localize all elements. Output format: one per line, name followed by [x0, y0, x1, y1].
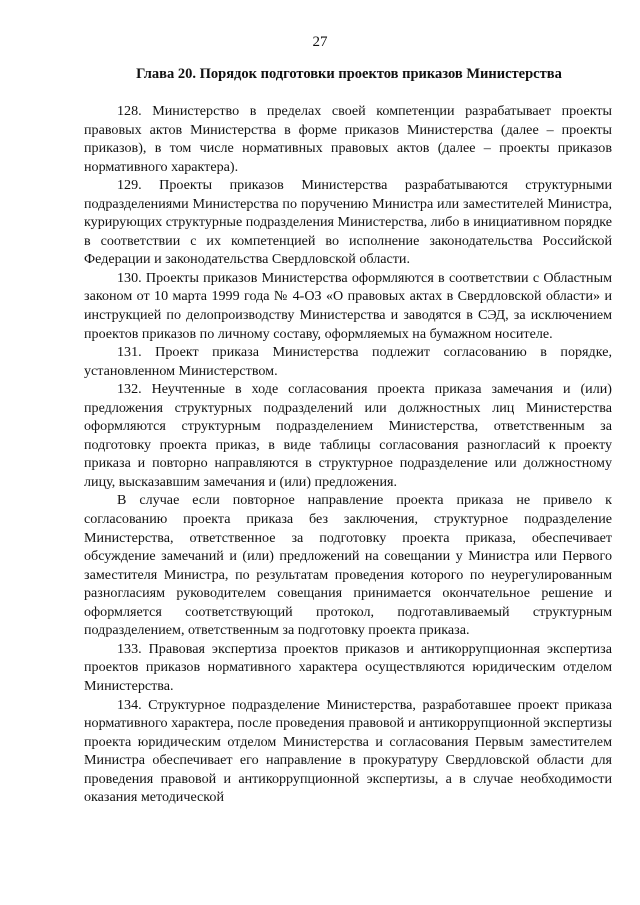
paragraph-133: 133. Правовая экспертиза проектов приказов и антикоррупционная экспертиза проектов приказов нормативного характера осуществляются юридическим отделом Министерства. [84, 640, 612, 694]
page-number: 27 [312, 34, 328, 50]
paragraph-129: 129. Проекты приказов Министерства разрабатываются структурными подразделениями Министерства по поручению Министра или заместителей Министра, курирующих структурные подразделения Министерства, либо в инициативном порядке в соответствии с их компетенцией во исполнение законодательства Российской Федерации и законодательства Свердловской области. [84, 177, 612, 268]
paragraph-134: 134. Структурное подразделение Министерства, разработавшее проект приказа нормативного характера, после проведения правовой и антикоррупционной экспертизы проекта юридическим отделом Министерства и согласования Первым заместителем Министра обеспечивает его направление в прокуратуру Свердловской области для проведения правовой и антикоррупционной экспертизы, а в случае необходимости оказания методической [84, 696, 612, 806]
paragraph-131: 131. Проект приказа Министерства подлежит согласованию в порядке, установленном Министерством. [84, 344, 612, 379]
paragraph-132-continued: В случае если повторное направление проекта приказа не привело к согласованию проекта приказа без заключения, структурное подразделение Министерства, ответственное за подготовку проекта приказа, обеспечивает обсуждение замечаний и (или) предложений на совещании у Министра или Первого заместителя Министра, по результатам проведения которого по неурегулированным разногласиям руководителем совещания принимается окончательное решение и оформляется соответствующий протокол, подготавливаемый структурным подразделением, ответственным за подготовку проекта приказа. [84, 492, 612, 639]
chapter-title: Глава 20. Порядок подготовки проектов приказов Министерства [136, 66, 562, 82]
paragraph-128: 128. Министерство в пределах своей компетенции разрабатывает проекты правовых актов Министерства в форме приказов Министерства (далее – проекты приказов), в том числе нормативных правовых актов (далее – проекты приказов нормативного характера). [84, 103, 612, 175]
document-body [84, 102, 612, 807]
paragraph-130: 130. Проекты приказов Министерства оформляются в соответствии с Областным законом от 10 марта 1999 года № 4-ОЗ «О правовых актах в Свердловской области» и инструкцией по делопроизводству Министерства и заводятся в СЭД, за исключением проектов приказов по личному составу, оформляемых на бумажном носителе. [84, 269, 612, 342]
paragraph-132: 132. Неучтенные в ходе согласования проекта приказа замечания и (или) предложения структурных подразделений или должностных лиц Министерства оформляются структурным подразделением Министерства, ответственным за подготовку проекта приказ, в виде таблицы согласования разногласий к проекту приказа и повторно направляются в структурное подразделение или должностному лицу, высказавшим замечания и (или) предложения. [84, 381, 612, 490]
